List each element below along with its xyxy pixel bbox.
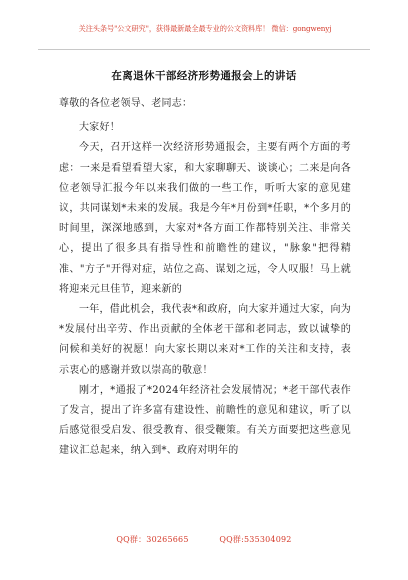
greeting: 大家好！ [79,122,120,134]
footer-qq-group-2: QQ群:535304092 [219,535,292,544]
body-paragraph: 刚才，*通报了*2024年经济社会发展情况；*老干部代表作了发言，提出了许多富有建设性、前瞻性的意见和建议，听了以后感觉很受启发、很受教育、很受鞭策。有关方面要把这些意见建议汇总起来，纳入到*、政府对明年的 [59,384,351,457]
body-paragraph: 一年，借此机会，我代表*和政府，向大家并通过大家，向为*发展付出辛劳、作出贡献的全体老干部和老同志，致以诚挚的问候和美好的祝愿！向大家长期以来对*工作的关注和支持，表示衷心的感谢并致以崇高的敬意！ [59,304,351,376]
footer-qq-group-1: QQ群：30265665 [116,535,189,544]
footer-contact [0,534,408,545]
header-divider [38,49,370,50]
salutation: 尊敬的各位老领导、老同志： [59,98,193,109]
body-paragraph: 今天，召开这样一次经济形势通报会，主要有两个方面的考虑：一来是看望看望大家，和大家聊聊天、谈谈心；二来是向各位老领导汇报今年以来我们做的一些工作，听听大家的意见建议，共同谋划*未来的发展。我是今年*月份到*任职，*个多月的时间里，深深地感到，大家对*各方面工作都特别关注、非常关心，提出了很多具有指导性和前瞻性的建议，"脉象"把得精准、"方子"开得对症，站位之高、谋划之远，令人叹服！马上就将迎来元旦佳节，迎来新的 [59,142,351,295]
header-banner: 关注头条号"公文研究"，获得最新最全最专业的公文资料库！ 微信：gongwenyj [78,24,332,33]
document-body [59,94,351,462]
document-title: 在离退休干部经济形势通报会上的讲话 [111,70,297,82]
